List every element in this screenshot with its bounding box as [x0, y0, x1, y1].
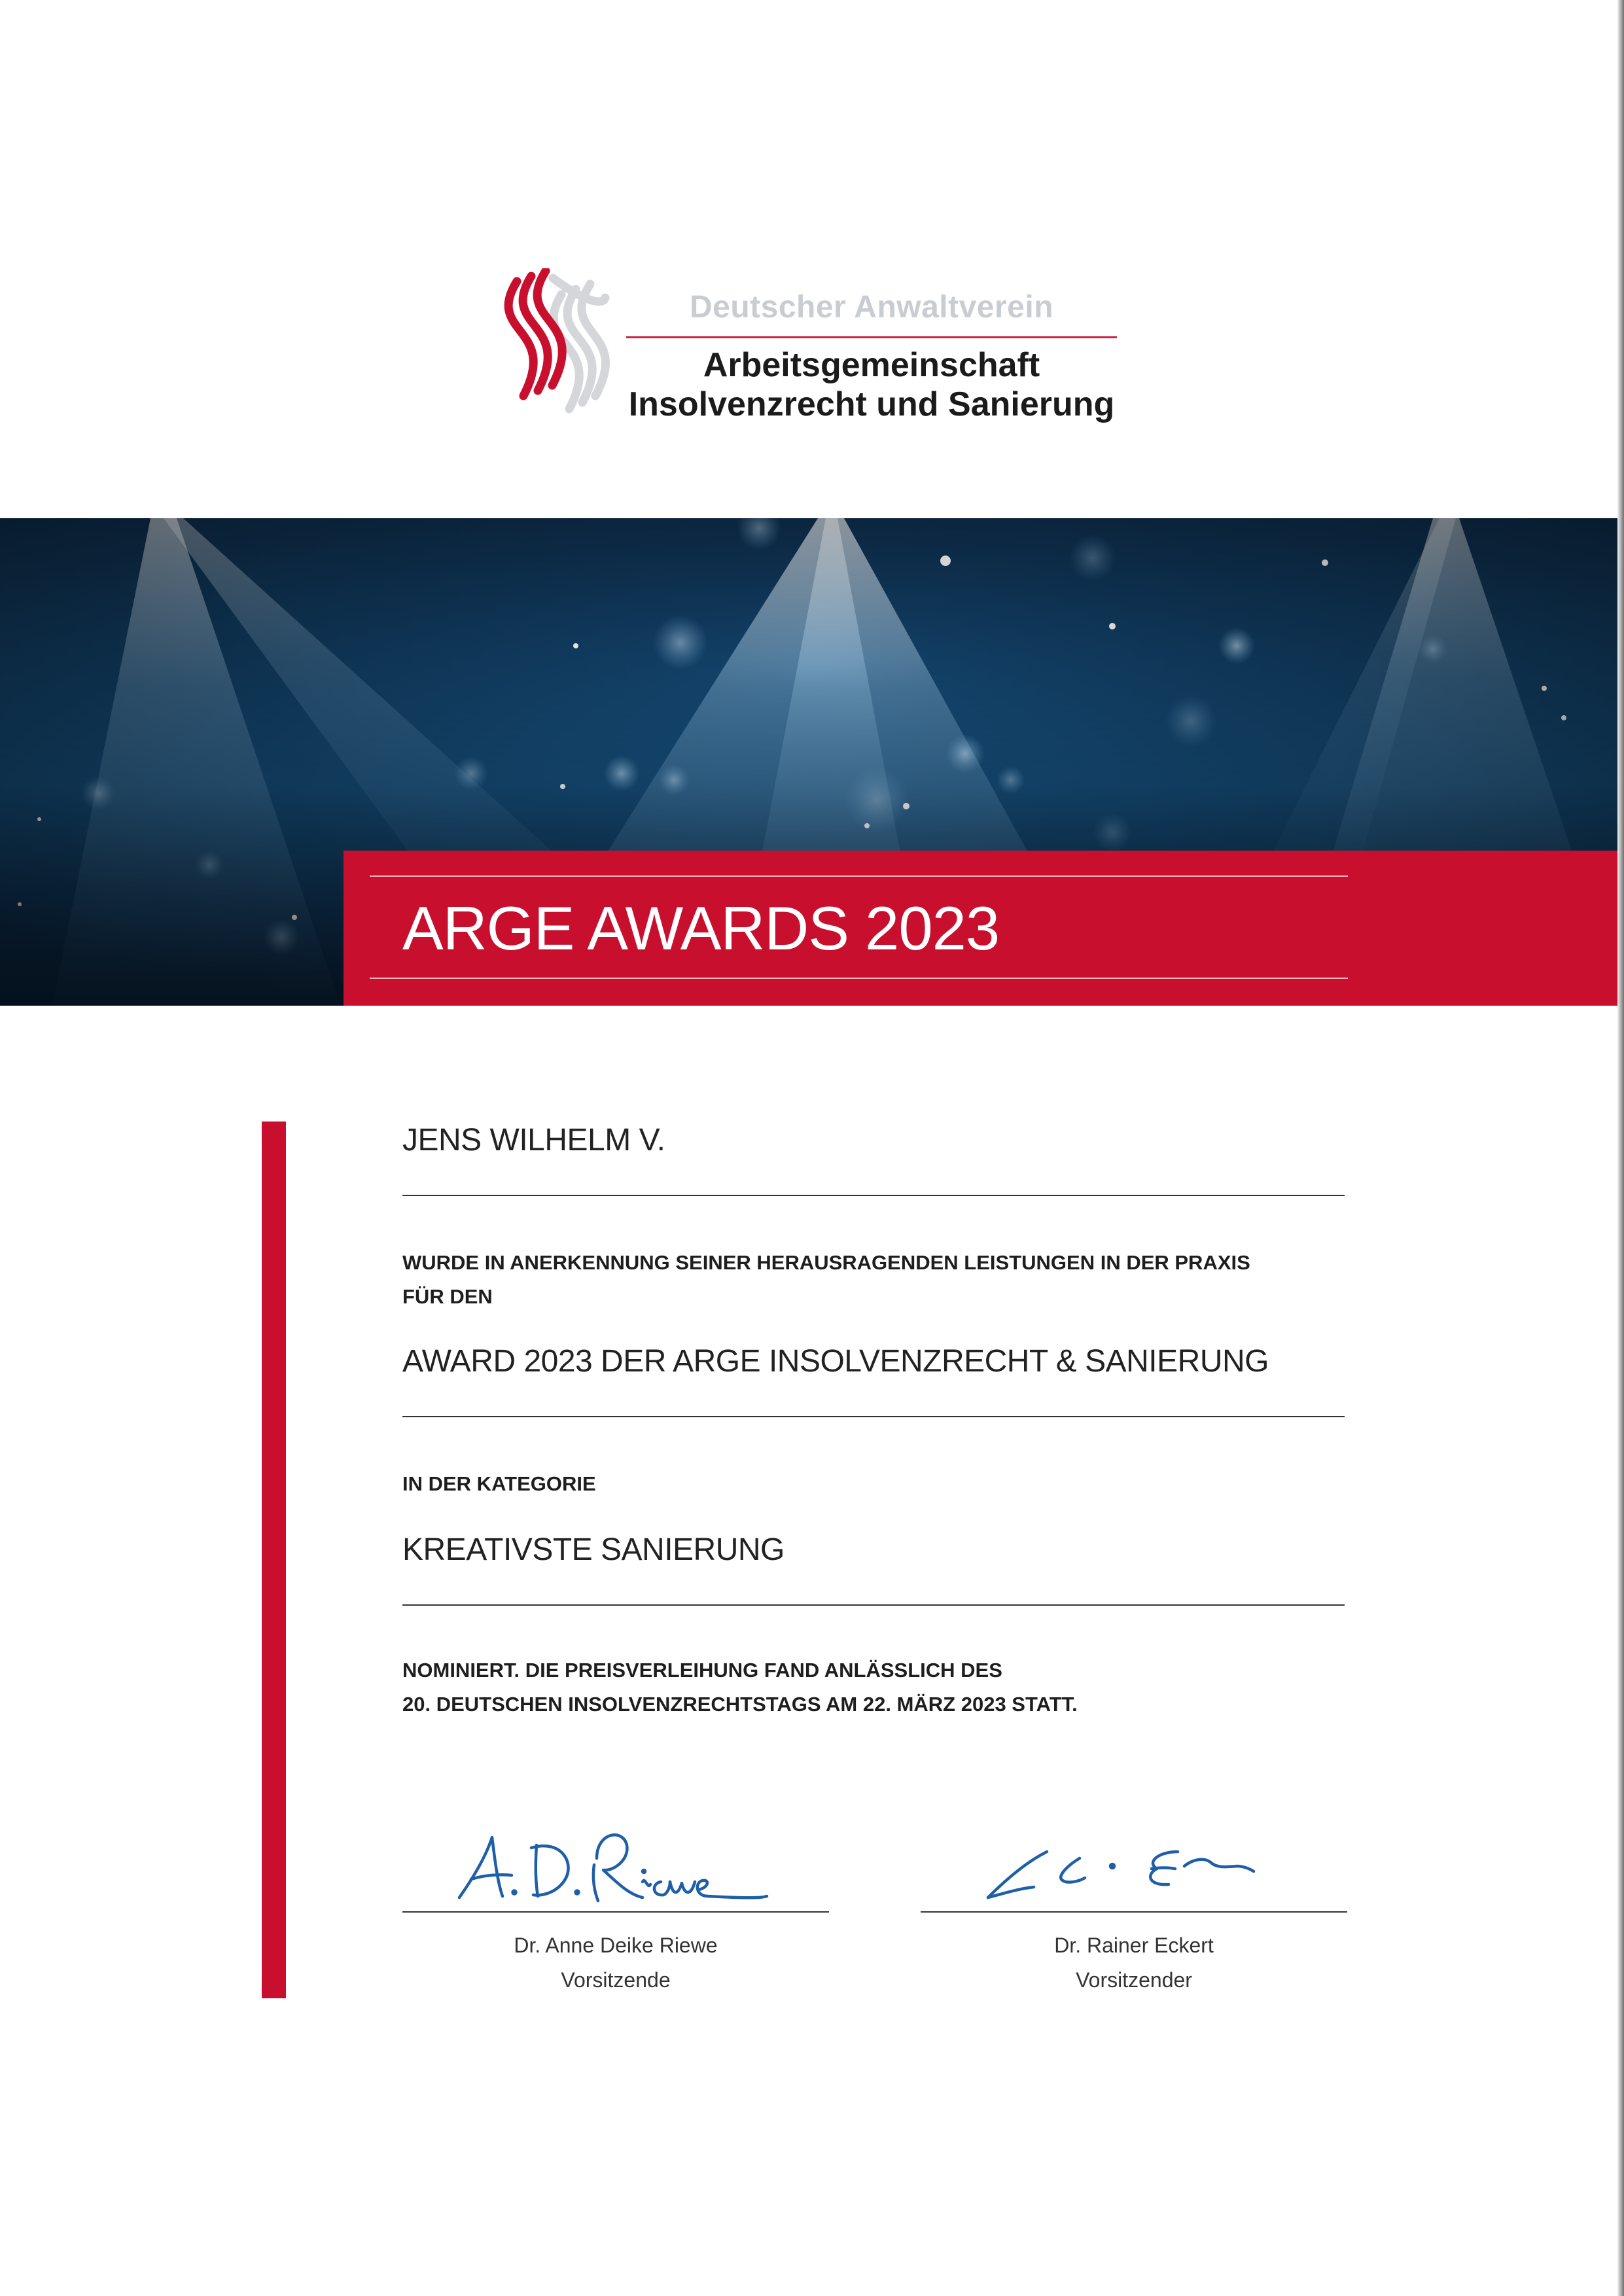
recipient-name: JENS WILHELM V. [402, 1123, 665, 1157]
category-label: IN DER KATEGORIE [402, 1472, 596, 1495]
recognition-line-2: FÜR DEN [402, 1285, 493, 1308]
signature-line-left [402, 1911, 829, 1913]
recognition-line-1: WURDE IN ANERKENNUNG SEINER HERAUSRAGENDEN LEISTUNGEN IN DER PRAXIS [402, 1251, 1250, 1274]
red-accent-bar [262, 1122, 286, 1998]
working-group-line-2: Insolvenzrecht und Sanierung [628, 385, 1115, 423]
signature-line-right [921, 1911, 1347, 1913]
signatory-role-left: Vorsitzende [561, 1968, 671, 1992]
closing-line-2: 20. DEUTSCHEN INSOLVENZRECHTSTAGS AM 22. MÄRZ 2023 STATT. [402, 1693, 1078, 1716]
organization-name: Deutscher Anwaltverein [689, 290, 1054, 325]
closing-line-1: NOMINIERT. DIE PREISVERLEIHUNG FAND ANLÄSSLICH DES [402, 1659, 1002, 1682]
award-name: AWARD 2023 DER ARGE INSOLVENZRECHT & SANIERUNG [402, 1344, 1269, 1379]
organization-divider [626, 336, 1117, 338]
signatory-role-right: Vorsitzender [1076, 1968, 1192, 1992]
working-group-line-1: Arbeitsgemeinschaft [703, 346, 1040, 384]
category-name: KREATIVSTE SANIERUNG [402, 1532, 785, 1567]
signatory-name-right: Dr. Rainer Eckert [1054, 1934, 1214, 1957]
closing-text [402, 1653, 1078, 1722]
signature-riewe [451, 1819, 779, 1911]
award-rule [402, 1416, 1345, 1417]
recipient-rule [402, 1195, 1345, 1196]
signatory-name-left: Dr. Anne Deike Riewe [514, 1934, 718, 1957]
award-title: ARGE AWARDS 2023 [402, 894, 1000, 963]
category-rule [402, 1604, 1345, 1606]
band-bottom-line [370, 978, 1348, 979]
signature-eckert [975, 1832, 1289, 1911]
dav-wave-logo-icon [491, 268, 612, 425]
band-top-line [370, 875, 1348, 877]
recognition-text [402, 1246, 1250, 1314]
